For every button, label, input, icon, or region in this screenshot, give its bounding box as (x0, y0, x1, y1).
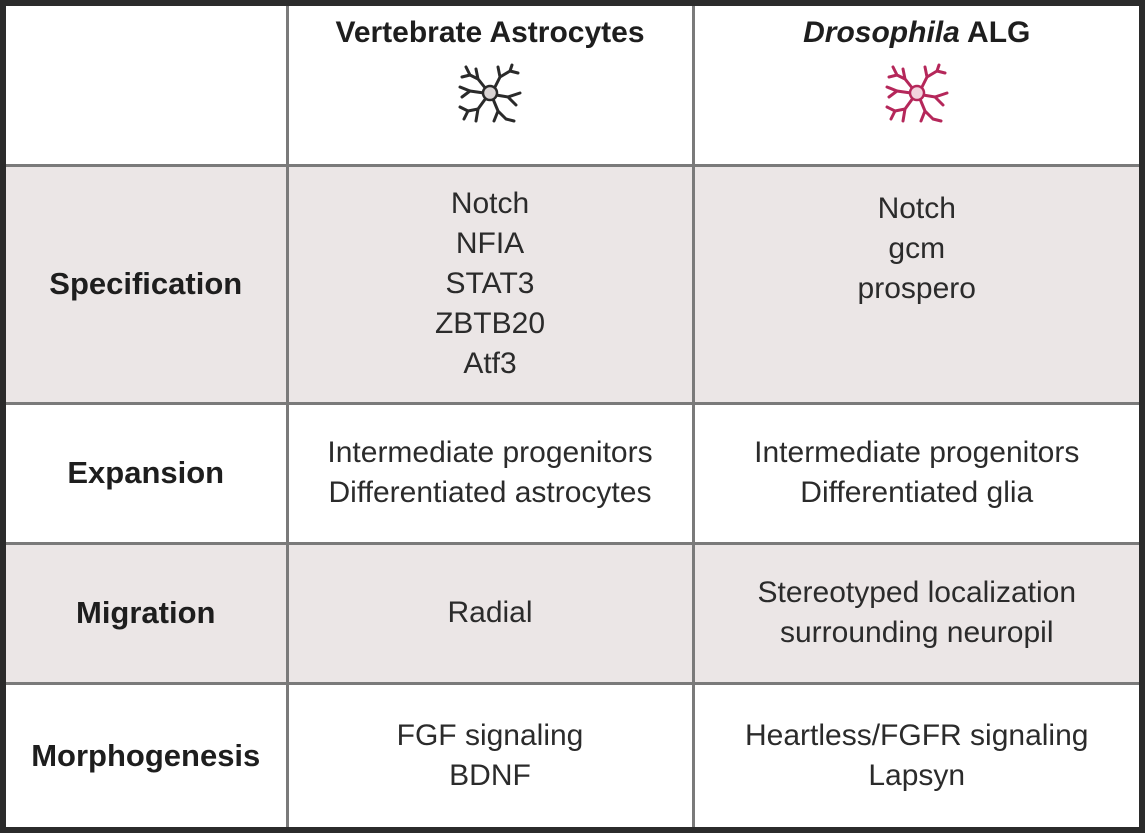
column-title-drosophila (695, 16, 1140, 50)
cell-line: surrounding neuropil (779, 616, 1054, 649)
row-migration (6, 543, 1139, 683)
cell-line: Intermediate progenitors (754, 436, 1080, 469)
cell-line: Radial (447, 596, 533, 629)
column-header-vertebrate (287, 6, 693, 165)
astrocyte-icon-dark (455, 62, 525, 124)
column-header-drosophila (693, 6, 1139, 165)
comparison-table (6, 6, 1139, 827)
column-title-vertebrate: Vertebrate Astrocytes (335, 16, 645, 49)
cell-line: NFIA (455, 227, 525, 260)
cell-drosophila (693, 683, 1139, 827)
cell-vertebrate (287, 683, 693, 827)
cell-line: Atf3 (463, 347, 517, 380)
cell-vertebrate (287, 165, 693, 403)
cell-line: Lapsyn (868, 758, 966, 792)
cell-line: ZBTB20 (434, 307, 546, 340)
cell-line: Intermediate progenitors (327, 436, 653, 469)
row-label: Migration (6, 543, 287, 683)
cell-line: BDNF (449, 758, 531, 792)
row-expansion (6, 403, 1139, 543)
cell-drosophila (693, 543, 1139, 683)
header-row (6, 6, 1139, 165)
cell-line: Notch (877, 191, 956, 225)
cell-line: STAT3 (445, 267, 535, 300)
cell-line: Differentiated glia (800, 476, 1034, 509)
row-label: Specification (6, 165, 287, 403)
cell-line: Heartless/FGFR signaling (745, 718, 1089, 752)
column-title-drosophila-cell: ALG (959, 16, 1031, 49)
cell-line: Stereotyped localization (757, 576, 1077, 609)
row-specification (6, 165, 1139, 403)
corner-cell (6, 6, 287, 165)
cell-drosophila (693, 165, 1139, 403)
cell-vertebrate (287, 403, 693, 543)
row-label: Morphogenesis (31, 737, 261, 773)
cell-vertebrate (287, 543, 693, 683)
row-morphogenesis (6, 683, 1139, 827)
column-title-drosophila-species: Drosophila (803, 16, 960, 49)
cell-line: gcm (888, 231, 946, 265)
cell-line: Differentiated astrocytes (328, 476, 652, 509)
cell-line: Notch (450, 187, 530, 220)
astrocyte-icon-magenta (882, 62, 952, 124)
row-label: Expansion (6, 403, 287, 543)
cell-drosophila (693, 403, 1139, 543)
cell-line: FGF signaling (396, 718, 584, 752)
cell-line: prospero (857, 271, 976, 305)
